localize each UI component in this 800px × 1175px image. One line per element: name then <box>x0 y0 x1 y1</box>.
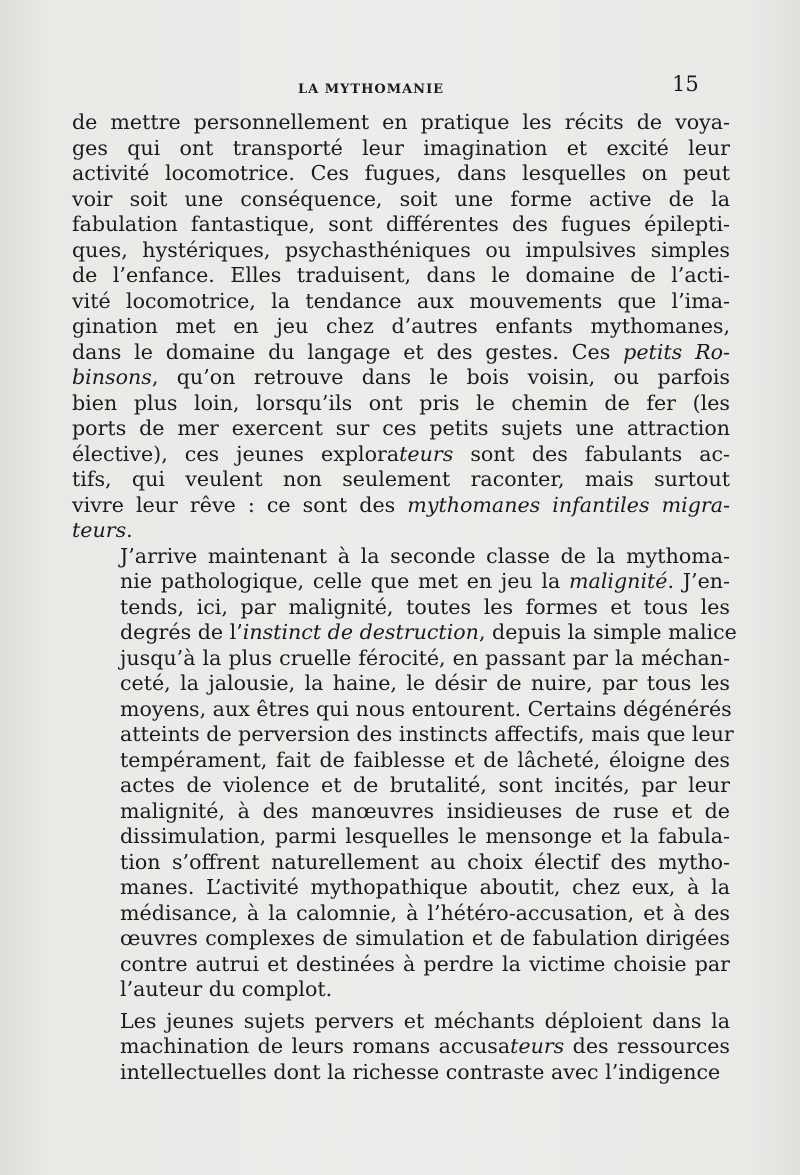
text-line: tifs, qui veulent non seulement raconter, mais surtout <box>72 467 730 491</box>
paragraph <box>72 110 730 544</box>
text-line: dissimulation, parmi lesquelles le mensonge et la fabula- <box>120 824 730 848</box>
text-line: degrés de l’instinct de destruction, depuis la simple malice <box>120 620 737 644</box>
text-line: voir soit une conséquence, soit une forme active de la <box>72 186 730 211</box>
text-line: ceté, la jalousie, la haine, le désir de nuire, par tous les <box>120 671 730 695</box>
text-line: de l’enfance. Elles traduisent, dans le domaine de l’acti- <box>72 263 730 287</box>
text-line: ges qui ont transporté leur imagination et excité leur <box>72 135 730 160</box>
page-number: 15 <box>672 72 699 96</box>
text-line: vivre leur rêve : ce sont des mythomanes infantiles migra- <box>72 492 730 517</box>
text-line: œuvres complexes de simulation et de fabulation dirigées <box>120 926 730 950</box>
text-line: malignité, à des manœuvres insidieuses de ruse et de <box>120 798 730 823</box>
running-title: LA MYTHOMANIE <box>298 82 445 97</box>
text-line: J’arrive maintenant à la seconde classe de la mythoma- <box>120 543 730 568</box>
text-line: ports de mer exercent sur ces petits sujets une attraction <box>72 416 730 440</box>
text-line: activité locomotrice. Ces fugues, dans lesquelles on peut <box>72 161 730 185</box>
text-line: binsons, qu’on retrouve dans le bois voisin, ou parfois <box>72 365 730 389</box>
text-line: tends, ici, par malignité, toutes les formes et tous les <box>120 594 730 619</box>
text-line: médisance, à la calomnie, à l’hétéro-accusation, et à des <box>120 900 730 925</box>
text-line: tempérament, fait de faiblesse et de lâcheté, éloigne des <box>120 747 730 772</box>
text-line: gination met en jeu chez d’autres enfants mythomanes, <box>72 314 730 338</box>
text-line: l’auteur du complot. <box>120 977 333 1001</box>
text-line: machination de leurs romans accusateurs des ressources <box>120 1034 731 1058</box>
text-line: teurs. <box>72 518 133 542</box>
text-line: atteints de perversion des instincts affectifs, mais que leur <box>120 722 734 746</box>
text-line: dans le domaine du langage et des gestes. Ces petits Ro- <box>72 339 730 364</box>
paragraph <box>72 1009 730 1086</box>
text-line: jusqu’à la plus cruelle férocité, en passant par la méchan- <box>120 645 730 670</box>
text-line: moyens, aux êtres qui nous entourent. Certains dégénérés <box>120 696 732 721</box>
text-line: bien plus loin, lorsqu’ils ont pris le chemin de fer (les <box>72 390 730 415</box>
text-line: ques, hystériques, psychasthéniques ou impulsives simples <box>72 237 730 262</box>
text-line: tion s’offrent naturellement au choix électif des mytho- <box>120 849 730 874</box>
text-line: élective), ces jeunes explorateurs sont des fabulants ac- <box>72 441 730 466</box>
text-line: de mettre personnellement en pratique les récits de voya- <box>72 110 730 134</box>
text-line: Les jeunes sujets pervers et méchants déploient dans la <box>120 1008 730 1033</box>
text-line: contre autrui et destinées à perdre la victime choisie par <box>120 951 730 976</box>
text-line: actes de violence et de brutalité, sont incités, par leur <box>120 773 730 797</box>
text-line: vité locomotrice, la tendance aux mouvements que l’ima- <box>72 288 730 313</box>
text-line: manes. L’activité mythopathique aboutit, chez eux, à la <box>120 875 730 899</box>
text-line: fabulation fantastique, sont différentes des fugues épilepti- <box>72 212 730 236</box>
paragraph <box>72 543 737 1003</box>
body-text <box>72 110 737 1085</box>
text-line: nie pathologique, celle que met en jeu la malignité. J’en- <box>120 569 730 593</box>
page-header <box>0 72 800 106</box>
text-line: intellectuelles dont la richesse contraste avec l’indigence <box>120 1059 721 1084</box>
